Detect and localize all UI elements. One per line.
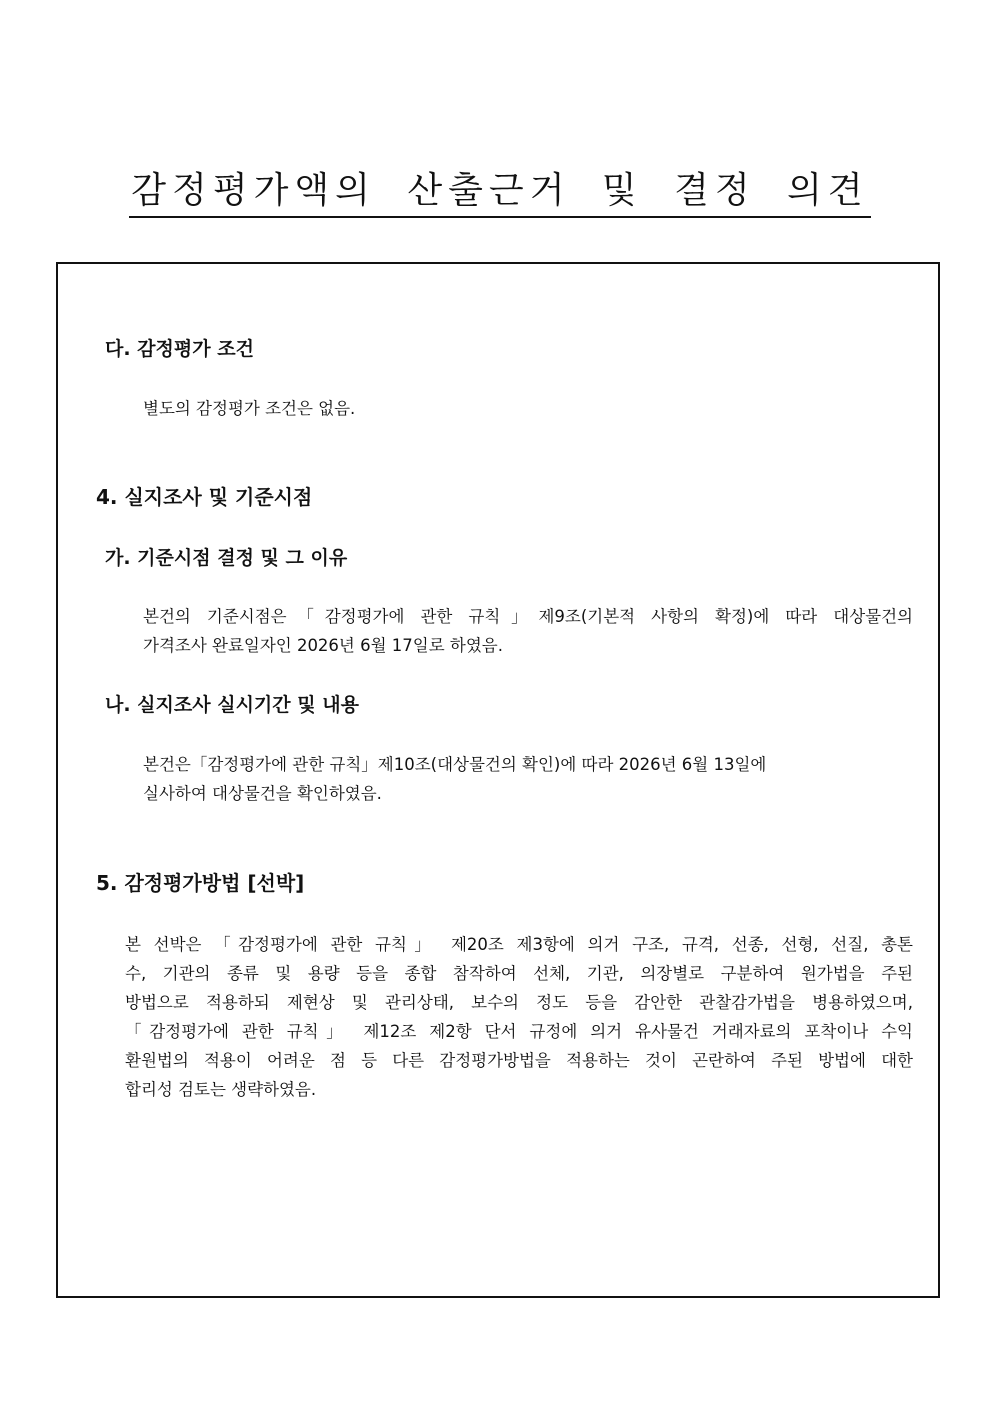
field-survey-line: 실사하여 대상물건을 확인하였음. <box>143 784 382 803</box>
base-date-paragraph <box>143 602 913 660</box>
method-line: 환원법의 적용이 어려운 점 등 다른 감정평가방법을 적용하는 것이 곤란하여 주된 방법에 대한 <box>125 1051 913 1070</box>
base-date-line: 가격조사 완료일자인 2026년 6월 17일로 하였음. <box>143 636 503 655</box>
document-title-text: 감정평가액의 산출근거 및 결정 의견 <box>129 168 870 218</box>
base-date-line: 본건의 기준시점은「감정평가에 관한 규칙」제9조(기본적 사항의 확정)에 따라 대상물건의 <box>143 607 913 626</box>
subsection-heading-base-date: 가. 기준시점 결정 및 그 이유 <box>105 547 348 569</box>
method-line: 합리성 검토는 생략하였음. <box>125 1080 317 1099</box>
subsection-heading-field-survey: 나. 실지조사 실시기간 및 내용 <box>105 694 359 716</box>
method-line: 수, 기관의 종류 및 용량 등을 종합 참작하여 선체, 기관, 의장별로 구분하여 원가법을 주된 <box>125 964 913 983</box>
method-paragraph <box>125 930 913 1104</box>
section-heading-inspection: 4. 실지조사 및 기준시점 <box>96 485 313 509</box>
conditions-text: 별도의 감정평가 조건은 없음. <box>143 399 356 418</box>
method-line: 「감정평가에 관한 규칙」 제12조 제2항 단서 규정에 의거 유사물건 거래자료의 포착이나 수익 <box>125 1022 913 1041</box>
method-line: 본 선박은 「감정평가에 관한 규칙」 제20조 제3항에 의거 구조, 규격, 선종, 선형, 선질, 총톤 <box>125 935 913 954</box>
field-survey-line: 본건은「감정평가에 관한 규칙」제10조(대상물건의 확인)에 따라 2026년 6월 13일에 <box>143 755 767 774</box>
section-heading-conditions: 다. 감정평가 조건 <box>105 338 254 360</box>
method-line: 방법으로 적용하되 제현상 및 관리상태, 보수의 정도 등을 감안한 관찰감가법을 병용하였으며, <box>125 993 913 1012</box>
document-title <box>0 168 1000 218</box>
field-survey-paragraph <box>143 750 766 808</box>
section-heading-method: 5. 감정평가방법 [선박] <box>96 871 305 895</box>
